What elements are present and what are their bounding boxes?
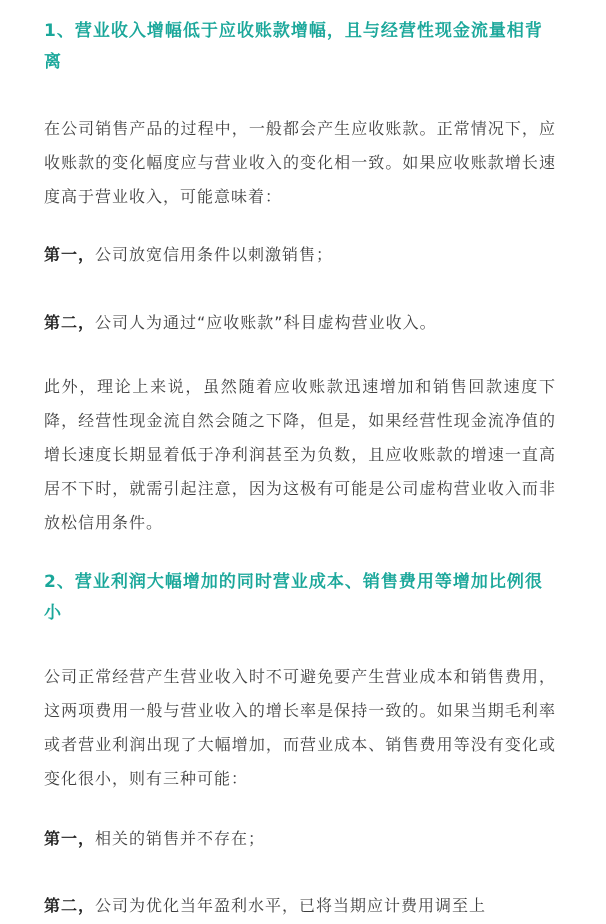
point-label: 第一， — [44, 245, 96, 264]
point-text: 相关的销售并不存在； — [95, 829, 266, 848]
section-2-point-2 — [44, 889, 556, 923]
section-1-point-1 — [44, 238, 556, 272]
section-1-point-2 — [44, 306, 556, 340]
point-label: 第二， — [44, 313, 96, 332]
point-text: 公司为优化当年盈利水平，已将当期应计费用调至上 — [95, 896, 487, 915]
section-1-extra-paragraph: 此外，理论上来说，虽然随着应收账款迅速增加和销售回款速度下降，经营性现金流自然会随之下降，但是，如果经营性现金流净值的增长速度长期显着低于净利润甚至为负数，且应收账款的增速一直高居不下时，就需引起注意，因为这极有可能是公司虚构营业收入而非放松信用条件。 — [44, 377, 556, 532]
point-label: 第一， — [44, 829, 96, 848]
point-text: 公司放宽信用条件以刺激销售； — [95, 245, 334, 264]
point-text: 公司人为通过“应收账款”科目虚构营业收入。 — [95, 313, 437, 332]
section-2-heading: 2、营业利润大幅增加的同时营业成本、销售费用等增加比例很小 — [44, 572, 543, 623]
section-1-intro-paragraph: 在公司销售产品的过程中，一般都会产生应收账款。正常情况下，应收账款的变化幅度应与营业收入的变化相一致。如果应收账款增长速度高于营业收入，可能意味着： — [44, 119, 556, 206]
point-label: 第二， — [44, 896, 96, 915]
section-2-point-1 — [44, 822, 556, 856]
section-2-intro-paragraph: 公司正常经营产生营业收入时不可避免要产生营业成本和销售费用，这两项费用一般与营业收入的增长率是保持一致的。如果当期毛利率或者营业利润出现了大幅增加，而营业成本、销售费用等没有变化或变化很小，则有三种可能： — [44, 667, 556, 788]
section-1-heading: 1、营业收入增幅低于应收账款增幅，且与经营性现金流量相背离 — [44, 21, 543, 72]
